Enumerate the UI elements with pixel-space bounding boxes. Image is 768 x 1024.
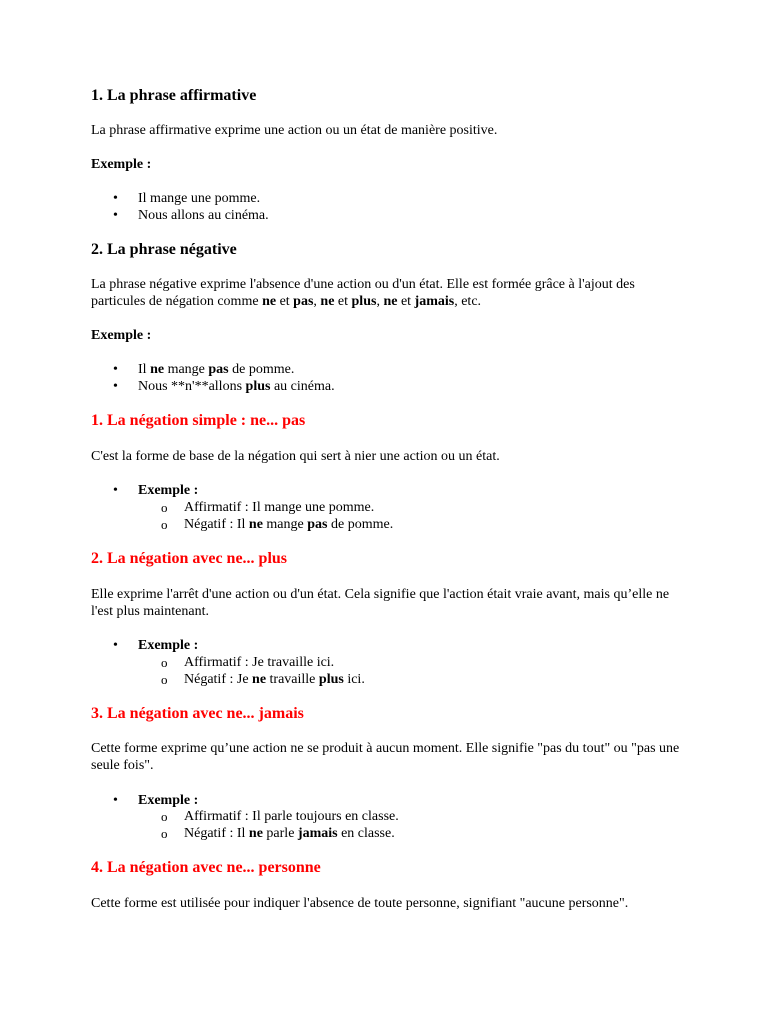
bullet-circle: o xyxy=(161,517,168,532)
example-label: Exemple : xyxy=(91,328,152,343)
negation-paragraph: Cette forme exprime qu’une action ne se produit à aucun moment. Elle signifie "pas du tout" ou "pas une seule fois". xyxy=(91,741,680,773)
negation-heading-ne-plus: 2. La négation avec ne... plus xyxy=(91,550,288,567)
bullet-disc: • xyxy=(113,638,118,653)
negation-paragraph: Cette forme est utilisée pour indiquer l'absence de toute personne, signifiant "aucune personne". xyxy=(91,896,629,911)
sub-list-item: Négatif : Il ne parle jamais en classe. xyxy=(184,826,395,841)
list-item: Il mange une pomme. xyxy=(138,191,261,206)
bullet-disc: • xyxy=(113,362,118,377)
negation-heading-ne-pas: 1. La négation simple : ne... pas xyxy=(91,412,306,429)
bullet-circle: o xyxy=(161,809,168,824)
negation-heading-ne-personne: 4. La négation avec ne... personne xyxy=(91,859,321,876)
sub-list-item: Affirmatif : Il mange une pomme. xyxy=(184,500,375,515)
section-heading-negative: 2. La phrase négative xyxy=(91,241,237,258)
example-label: Exemple : xyxy=(138,638,199,653)
bullet-disc: • xyxy=(113,208,118,223)
bullet-circle: o xyxy=(161,672,168,687)
bullet-disc: • xyxy=(113,483,118,498)
bullet-circle: o xyxy=(161,655,168,670)
sub-list-item: Affirmatif : Il parle toujours en classe. xyxy=(184,809,399,824)
negation-heading-ne-jamais: 3. La négation avec ne... jamais xyxy=(91,705,304,722)
negation-paragraph: C'est la forme de base de la négation qui sert à nier une action ou un état. xyxy=(91,449,500,464)
list-item: Nous allons au cinéma. xyxy=(138,208,269,223)
sub-list-item: Négatif : Je ne travaille plus ici. xyxy=(184,672,365,687)
bullet-disc: • xyxy=(113,191,118,206)
list-item: Il ne mange pas de pomme. xyxy=(138,362,295,377)
bullet-circle: o xyxy=(161,826,168,841)
list-item: Nous **n'**allons plus au cinéma. xyxy=(138,379,335,394)
paragraph-affirmative: La phrase affirmative exprime une action ou un état de manière positive. xyxy=(91,123,498,138)
bullet-disc: • xyxy=(113,793,118,808)
example-label: Exemple : xyxy=(138,483,199,498)
example-label: Exemple : xyxy=(91,157,152,172)
bullet-circle: o xyxy=(161,500,168,515)
bullet-disc: • xyxy=(113,379,118,394)
sub-list-item: Affirmatif : Je travaille ici. xyxy=(184,655,335,670)
section-heading-affirmative: 1. La phrase affirmative xyxy=(91,87,257,104)
paragraph-negative: La phrase négative exprime l'absence d'une action ou d'un état. Elle est formée grâce à l'ajout des particules de négation comme ne et pas, ne et plus, ne et jamais, etc. xyxy=(91,277,635,309)
negation-paragraph: Elle exprime l'arrêt d'une action ou d'un état. Cela signifie que l'action était vraie avant, mais qu’elle ne l'est plus maintenant. xyxy=(91,587,670,619)
sub-list-item: Négatif : Il ne mange pas de pomme. xyxy=(184,517,394,532)
example-label: Exemple : xyxy=(138,793,199,808)
